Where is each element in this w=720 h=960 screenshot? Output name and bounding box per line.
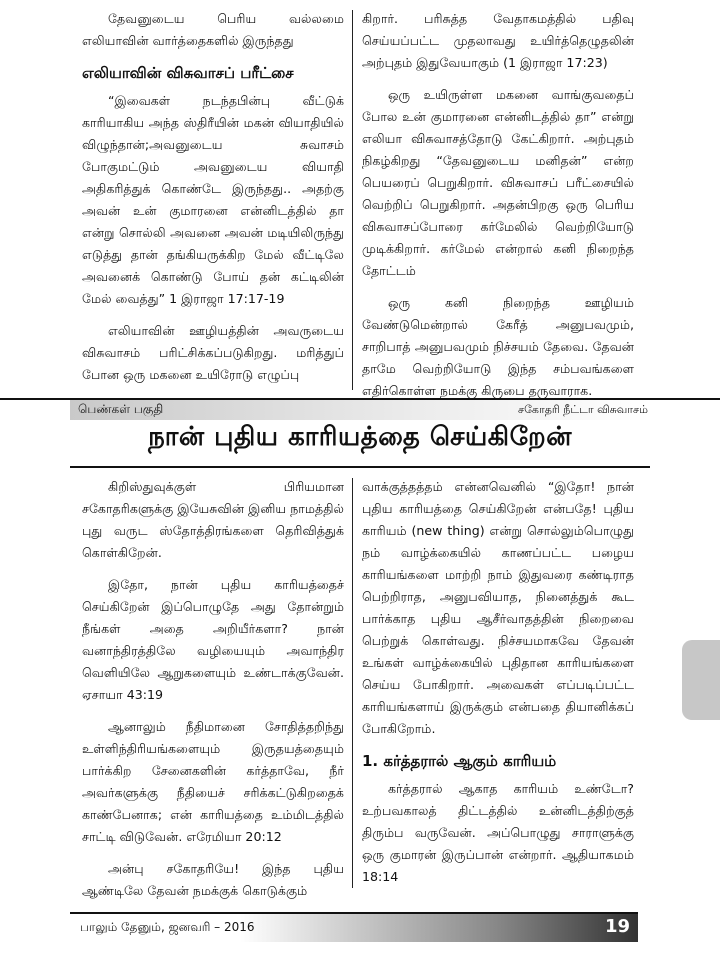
body-paragraph: கிறார். பரிசுத்த வேதாகமத்தில் பதிவு செய்யப்பட்ட முதலாவது உயிர்த்தெழுதலின் அற்புதம் இதுவேயாகும் (1 இராஜா 17:23) (362, 11, 634, 70)
top-left-column (82, 8, 344, 392)
page-footer (70, 912, 638, 942)
body-paragraph: வாக்குத்தத்தம் என்னவெனில் “இதோ! நான் புதிய காரியத்தை செய்கிறேன் என்பதே! புதிய காரியம் (new thing) என்று சொல்லும்பொழுது நம் வாழ்க்கையில் காணப்பட்ட பழைய காரியங்களை மாற்றி நாம் இதுவரை கண்டிராத பெற்றிராத, அனுபவியாத, நினைத்துக் கூட பார்க்காத புதிய ஆசீர்வாதத்தின் நிறைவை பெற்றுக் கொள்வது. நிச்சயமாகவே தேவன் உங்கள் வாழ்க்கையில் புதிதான காரியங்களை செய்ய போகிறார். அவைகள் எப்படிப்பட்ட காரியங்களாய் இருக்கும் என்பதை தியானிக்கப் போகிறோம். (362, 479, 634, 736)
article-title: நான் புதிய காரியத்தை செய்கிறேன் (148, 422, 572, 452)
publication-info: பாலும் தேனும், ஜனவரி – 2016 (80, 920, 255, 934)
bottom-right-column (362, 476, 634, 888)
scroll-handle[interactable] (682, 640, 720, 720)
section-label: பெண்கள் பகுதி (78, 402, 164, 416)
body-paragraph: எலியாவின் ஊழியத்தின் அவருடைய விசுவாசம் பரிட்சிக்கப்படுகிறது. மரித்துப் போன ஒரு மகனை உயிரோடு எழுப்பு (82, 323, 344, 382)
bottom-left-column (82, 476, 344, 898)
title-rule (70, 466, 650, 468)
body-paragraph: அன்பு சகோதரியே! இந்த புதிய ஆண்டிலே தேவன் நமக்குக் கொடுக்கும் (82, 861, 344, 898)
page-number: 19 (604, 916, 630, 937)
body-paragraph: இதோ, நான் புதிய காரியத்தைச் செய்கிறேன் இப்பொழுதே அது தோன்றும் நீங்கள் அதை அறியீர்களா? நான் வனாந்திரத்திலே வழியையும் அவாந்திர வெளியிலே ஆறுகளையும் உண்டாக்குவேன். ஏசாயா 43:19 (82, 577, 344, 702)
section-heading: எலியாவின் விசுவாசப் பரீட்சை (82, 64, 294, 82)
column-divider (352, 10, 353, 390)
author-name: சகோதரி நீட்டா விசுவாசம் (518, 403, 648, 416)
top-right-column (362, 8, 634, 398)
subsection-heading: 1. கர்த்தரால் ஆகும் காரியம் (362, 752, 557, 770)
body-paragraph: ஆனாலும் நீதிமானை சோதித்தறிந்து உள்ளிந்திரியங்களையும் இருதயத்தையும் பார்க்கிற சேனைகளின் கர்த்தாவே, நீர் அவர்களுக்கு நீதியைச் சரிக்கட்டுகிறதைக் காண்பேனாக; என் காரியத்தை உம்மிடத்தில் சாட்டி விடுவேன். எரேமியா 20:12 (82, 719, 344, 844)
body-paragraph: “இவைகள் நடந்தபின்பு வீட்டுக் காரியாகிய அந்த ஸ்திரீயின் மகன் வியாதியில் விழுந்தான்;அவனுடைய சுவாசம் போகுமட்டும் அவனுடைய வியாதி அதிகரித்துக் கொண்டே இருந்தது.. அதற்கு அவன் உன் குமாரனை என்னிடத்தில் தா என்று சொல்லி அவனை அவன் மடியிலிருந்து எடுத்து தான் தங்கியருக்கிற மேல் வீட்டிலே அவனைக் கொண்டு போய் தன் கட்டிலின் மேல் வைத்து” 1 இராஜா 17:17-19 (82, 93, 344, 306)
column-divider (352, 478, 353, 888)
body-paragraph: ஒரு கனி நிறைந்த ஊழியம் வேண்டுமென்றால் கேரீத் அனுபவமும், சாறிபாத் அனுபவமும் நிச்சயம் தேவை. தேவன் தாமே வெற்றியோடு இந்த சம்பவங்களை எதிர்கொள்ள நமக்கு கிருபை தருவாராக. (362, 295, 634, 398)
body-paragraph: ஒரு உயிருள்ள மகனை வாங்குவதைப் போல உன் குமாரனை என்னிடத்தில் தா” என்று எலியா விசுவாசத்தோடு கேட்கிறார். அற்புதம் நிகழ்கிறது “தேவனுடைய மனிதன்” என்ற பெயரைப் பெறுகிறார். விசுவாசப் பரீட்சையில் வெற்றிப் பெறுகிறார். அதன்பிறகு ஒரு பெரிய விசுவாசப்போரை கர்மேலில் வெற்றியோடு முடிக்கிறார். கர்மேல் என்றால் கனி நிறைந்த தோட்டம் (362, 87, 634, 278)
body-paragraph: கிறிஸ்துவுக்குள் பிரியமான சகோதரிகளுக்கு இயேசுவின் இனிய நாமத்தில் புது வருட ஸ்தோத்திரங்களை தெரிவித்துக் கொள்கிறேன். (82, 479, 344, 560)
body-paragraph: தேவனுடைய பெரிய வல்லமை எலியாவின் வார்த்தைகளில் இருந்தது (82, 11, 344, 48)
body-paragraph: கர்த்தரால் ஆகாத காரியம் உண்டோ? உற்பவகாலத் திட்டத்தில் உன்னிடத்திற்குத் திரும்ப வருவேன். அப்பொழுது சாராளுக்கு ஒரு குமாரன் இருப்பான் என்றார். ஆதியாகமம் 18:14 (362, 781, 634, 884)
